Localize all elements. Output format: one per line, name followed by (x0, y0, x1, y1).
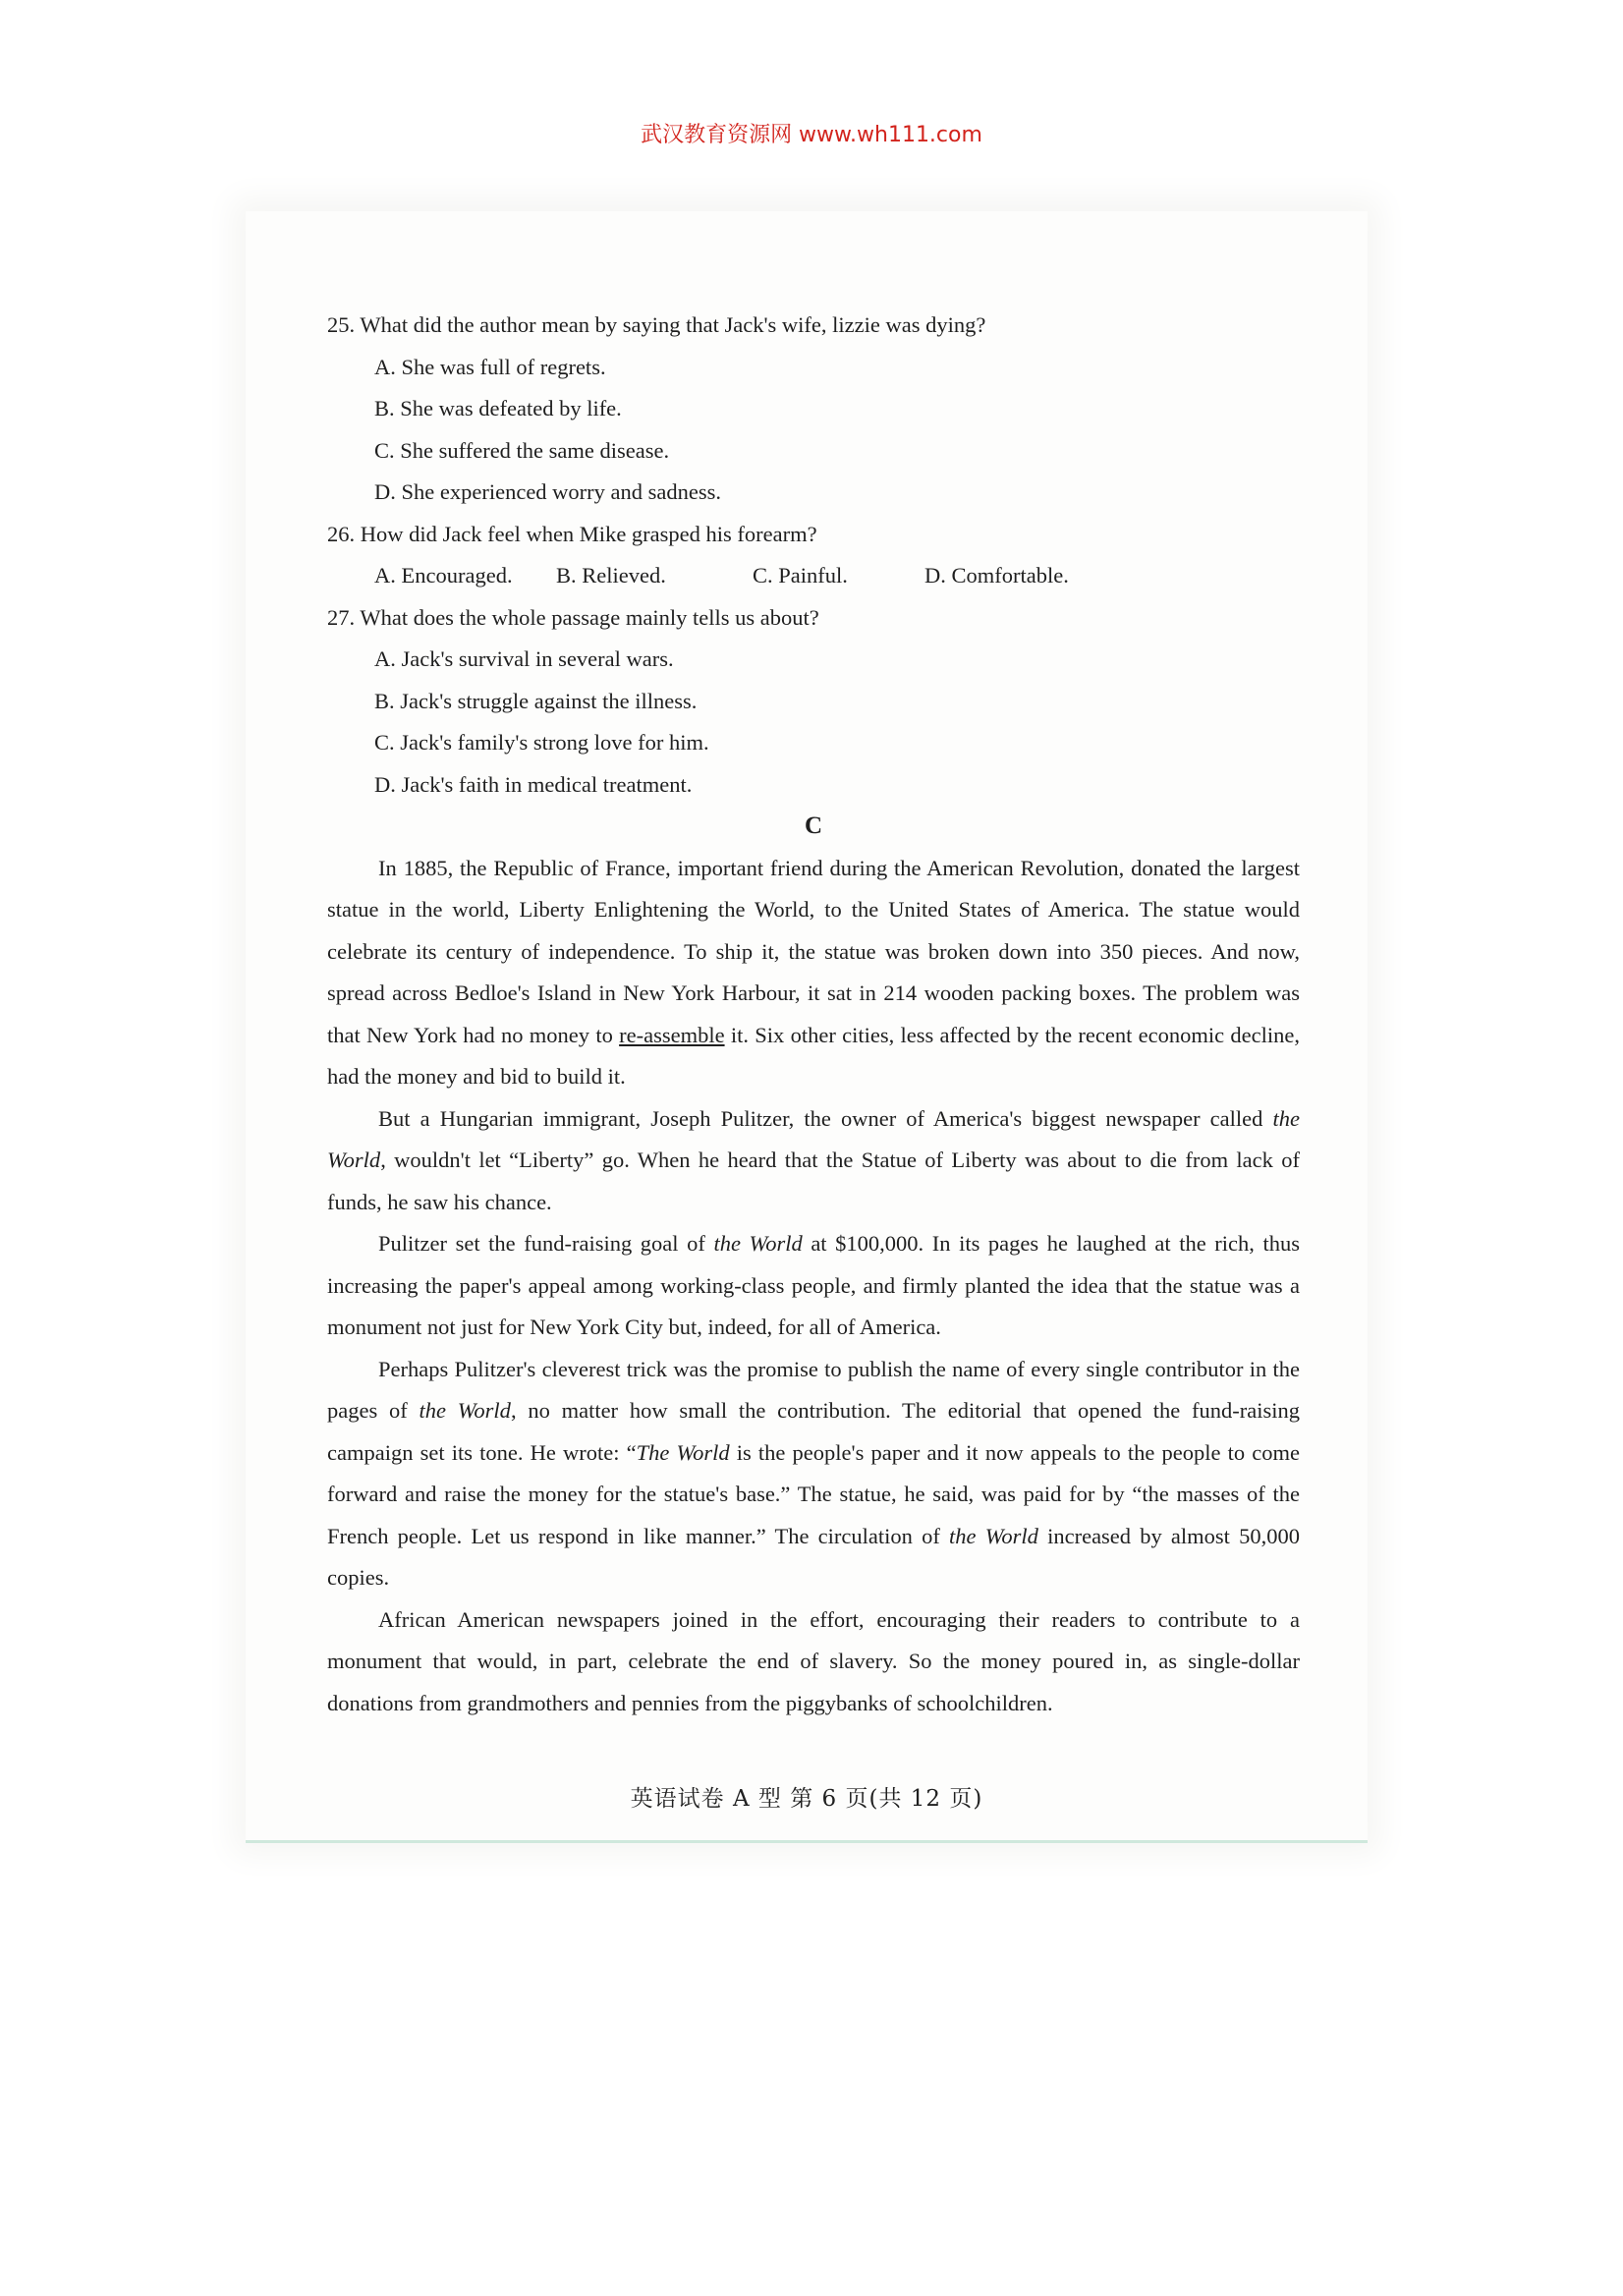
option-d: D. She experienced worry and sadness. (374, 479, 722, 504)
passage-paragraph-4 (327, 1349, 1300, 1599)
option-d: D. Comfortable. (924, 563, 1069, 588)
passage-paragraph-3 (327, 1223, 1300, 1349)
exam-content (327, 305, 1300, 1724)
option-c: C. She suffered the same disease. (374, 437, 670, 463)
text-run: , wouldn't let “Liberty” go. When he heard that the Statue of Liberty was about to die from lack of funds, he saw his chance. (327, 1148, 1300, 1214)
question-25 (327, 305, 1300, 514)
question-26 (327, 514, 1300, 597)
option-a: A. Encouraged. (374, 563, 513, 588)
passage-paragraph-5: African American newspapers joined in the effort, encouraging their readers to contribute to a monument that would, in part, celebrate the end of slavery. So the money poured in, as single-dollar donations from grandmothers and pennies from the piggybanks of schoolchildren. (327, 1606, 1300, 1715)
text-run: , no matter how small the contribution. The editorial that opened the fund-raising campaign set its tone. He wrote: “ (327, 1398, 1300, 1465)
text-run: Pulitzer set the fund-raising goal of (378, 1231, 714, 1256)
question-27 (327, 597, 1300, 807)
passage-paragraph-2 (327, 1098, 1300, 1224)
bottom-rule (246, 1840, 1368, 1843)
text-run: increased by almost 50,000 copies. (327, 1523, 1300, 1590)
text-run: at $100,000. In its pages he laughed at the rich, thus increasing the paper's appeal among working-class people, and firmly planted the idea that the statue was a monument not just for New York City but, indeed, for all of America. (327, 1231, 1300, 1339)
text-run: In 1885, the Republic of France, important friend during the American Revolution, donated the largest statue in the world, Liberty Enlightening the World, to the United States of America. The statue would celebrate its century of independence. To ship it, the statue was broken down into 350 pieces. And now, spread across Bedloe's Island in New York Harbour, it sat in 214 wooden packing boxes. The problem was that New York had no money to (327, 855, 1300, 1047)
text-run: Perhaps Pulitzer's cleverest trick was the promise to publish the name of every single contributor in the pages of (327, 1356, 1300, 1423)
italic-title: The World (636, 1439, 730, 1465)
option-b: B. Jack's struggle against the illness. (374, 688, 698, 713)
section-heading: C (804, 812, 823, 839)
option-b: B. She was defeated by life. (374, 396, 622, 420)
text-run: is the people's paper and it now appeals to the people to come forward and raise the money for the statue's base.” The statue, he said, was paid for by “the masses of the French people. Let us respond in like manner.” The circulation of (327, 1439, 1301, 1548)
page-footer: 英语试卷 A 型 第 6 页(共 12 页) (630, 1786, 983, 1812)
site-header-link[interactable]: 武汉教育资源网 www.wh111.com (641, 123, 982, 147)
text-run: it. Six other cities, less affected by the recent economic decline, had the money and bid to build it. (327, 1022, 1300, 1089)
question-stem: 26. How did Jack feel when Mike grasped his forearm? (327, 521, 817, 546)
options-row (327, 555, 1300, 597)
option-a: A. Jack's survival in several wars. (374, 646, 674, 671)
option-a: A. She was full of regrets. (374, 354, 606, 379)
option-d: D. Jack's faith in medical treatment. (374, 771, 693, 797)
italic-title: the World (419, 1398, 511, 1423)
passage-paragraph-1 (327, 848, 1300, 1098)
option-c: C. Jack's family's strong love for him. (374, 730, 709, 755)
italic-title: the World (327, 1105, 1300, 1172)
underlined-word: re-assemble (619, 1022, 725, 1047)
question-stem: 27. What does the whole passage mainly tells us about? (327, 604, 819, 630)
option-b: B. Relieved. (556, 563, 666, 588)
question-stem: 25. What did the author mean by saying that Jack's wife, lizzie was dying? (327, 312, 986, 337)
italic-title: the World (713, 1231, 803, 1256)
italic-title: the World (949, 1523, 1038, 1548)
option-c: C. Painful. (753, 563, 848, 588)
text-run: But a Hungarian immigrant, Joseph Pulitzer, the owner of America's biggest newspaper called (378, 1105, 1273, 1131)
